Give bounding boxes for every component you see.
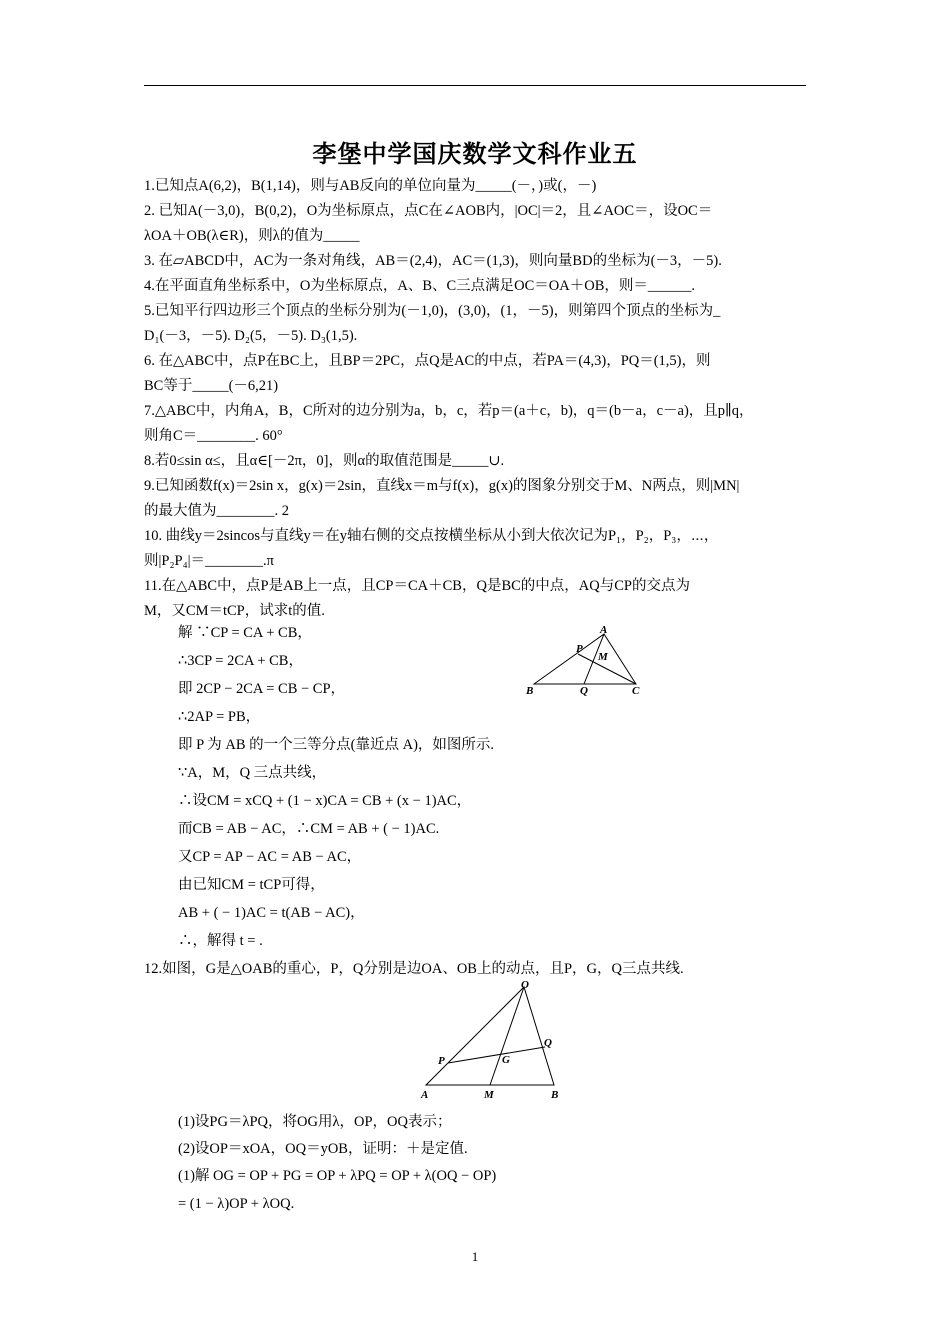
solution-line: 即 P 为 AB 的一个三等分点(靠近点 A)，如图所示. (178, 737, 495, 753)
text-line: 2. 已知A(－3,0)，B(0,2)，O为坐标原点，点C在∠AOB内，|OC|＝2，且∠AOC＝，设OC＝ (144, 203, 713, 219)
page-title: 李堡中学国庆数学文科作业五 (312, 140, 638, 168)
figure-label: B (551, 1089, 559, 1101)
figure-label: C (632, 685, 640, 697)
text-line: 5.已知平行四边形三个顶点的坐标分别为(－1,0)，(3,0)，(1，－5)，则第四个顶点的坐标为_ (144, 303, 721, 319)
text-line: 7.△ABC中，内角A，B，C所对的边分别为a，b，c，若p＝(a＋c，b)，q＝(b－a，c－a)，且p∥q， (144, 403, 754, 419)
question-12-part: (1)解 OG = OP + PG = OP + λPQ = OP + λ(OQ − OP) (178, 1168, 497, 1184)
solution-line: 即 2CP − 2CA = CB − CP， (178, 681, 346, 697)
solution-line: ∴设CM = xCQ + (1 − x)CA = CB + (x − 1)AC， (178, 793, 472, 809)
text-line: 则角C＝________. 60° (144, 428, 283, 444)
text-line: 1.已知点A(6,2)，B(1,14)，则与AB反向的单位向量为_____(－，)或(，－) (144, 178, 597, 194)
text-line: 11.在△ABC中，点P是AB上一点，且CP＝CA＋CB，Q是BC的中点，AQ与CP的交点为 (144, 578, 690, 594)
question-12-part: (2)设OP＝xOA，OQ＝yOB，证明：＋是定值. (178, 1141, 468, 1157)
question-12-part: = (1 − λ)OP + λOQ. (178, 1196, 295, 1212)
figure-label: P (438, 1055, 445, 1067)
text-line: D₁(－3，－5). D₂(5，－5). D₃(1,5). (144, 328, 358, 344)
text-line: 3. 在▱ABCD中，AC为一条对角线，AB＝(2,4)，AC＝(1,3)，则向量BD的坐标为(－3，－5). (144, 253, 722, 269)
triangle-figure-2 (418, 980, 568, 1105)
header-rule (144, 85, 806, 86)
solution-line: ∴3CP = 2CA + CB， (178, 653, 303, 669)
text-line: BC等于_____(－6,21) (144, 378, 279, 394)
text-line: 6. 在△ABC中，点P在BC上，且BP＝2PC，点Q是AC的中点，若PA＝(4,3)，PQ＝(1,5)，则 (144, 353, 711, 369)
figure-label: O (521, 980, 529, 991)
figure-label: A (600, 624, 608, 636)
figure-label: A (421, 1089, 429, 1101)
figure-label: B (526, 685, 534, 697)
text-line: 8.若0≤sin α≤，且α∈[－2π，0]，则α的取值范围是_____∪. (144, 453, 505, 469)
text-line: 10. 曲线y＝2sincos与直线y＝在y轴右侧的交点按横坐标从小到大依次记为P₁，P₂，P₃，⋯， (144, 528, 719, 544)
text-line: 的最大值为________. 2 (144, 503, 289, 519)
figure-label: M (484, 1089, 494, 1101)
figure-label: Q (580, 685, 588, 697)
question-12: 12.如图，G是△OAB的重心，P，Q分别是边OA、OB上的动点，且P，G，Q三点共线. (144, 961, 684, 977)
figure-label: P (576, 643, 583, 655)
triangle-figure-1 (520, 624, 650, 699)
text-line: 9.已知函数f(x)＝2sin x，g(x)＝2sin，直线x＝m与f(x)，g(x)的图象分别交于M、N两点，则|MN| (144, 478, 740, 494)
page-number: 1 (471, 1249, 479, 1264)
figure-label: G (502, 1054, 510, 1066)
solution-line: 而CB = AB − AC，∴CM = AB + ( − 1)AC. (178, 821, 440, 837)
solution-line: AB + ( − 1)AC = t(AB − AC)， (178, 905, 365, 921)
solution-line: 解 ∵CP = CA + CB， (178, 625, 312, 641)
solution-line: 又CP = AP − AC = AB − AC， (178, 849, 362, 865)
solution-line: 由已知CM = tCP可得， (178, 877, 325, 893)
figure-label: Q (544, 1037, 552, 1049)
solution-line: ∴2AP = PB， (178, 709, 261, 725)
solution-line: ∵A，M，Q 三点共线， (178, 765, 327, 781)
question-12-part: (1)设PG＝λPQ，将OG用λ，OP，OQ表示； (178, 1114, 452, 1130)
figure-label: M (598, 651, 608, 663)
text-line: 则|P₂P₄|＝________.π (144, 553, 274, 569)
text-line: λOA＋OB(λ∈R)，则λ的值为_____ (144, 228, 360, 244)
text-line: M，又CM＝tCP，试求t的值. (144, 603, 325, 619)
text-line: 4.在平面直角坐标系中，O为坐标原点，A、B、C三点满足OC＝OA＋OB，则＝______. (144, 278, 696, 294)
solution-line: ∴，解得 t = . (178, 933, 263, 949)
